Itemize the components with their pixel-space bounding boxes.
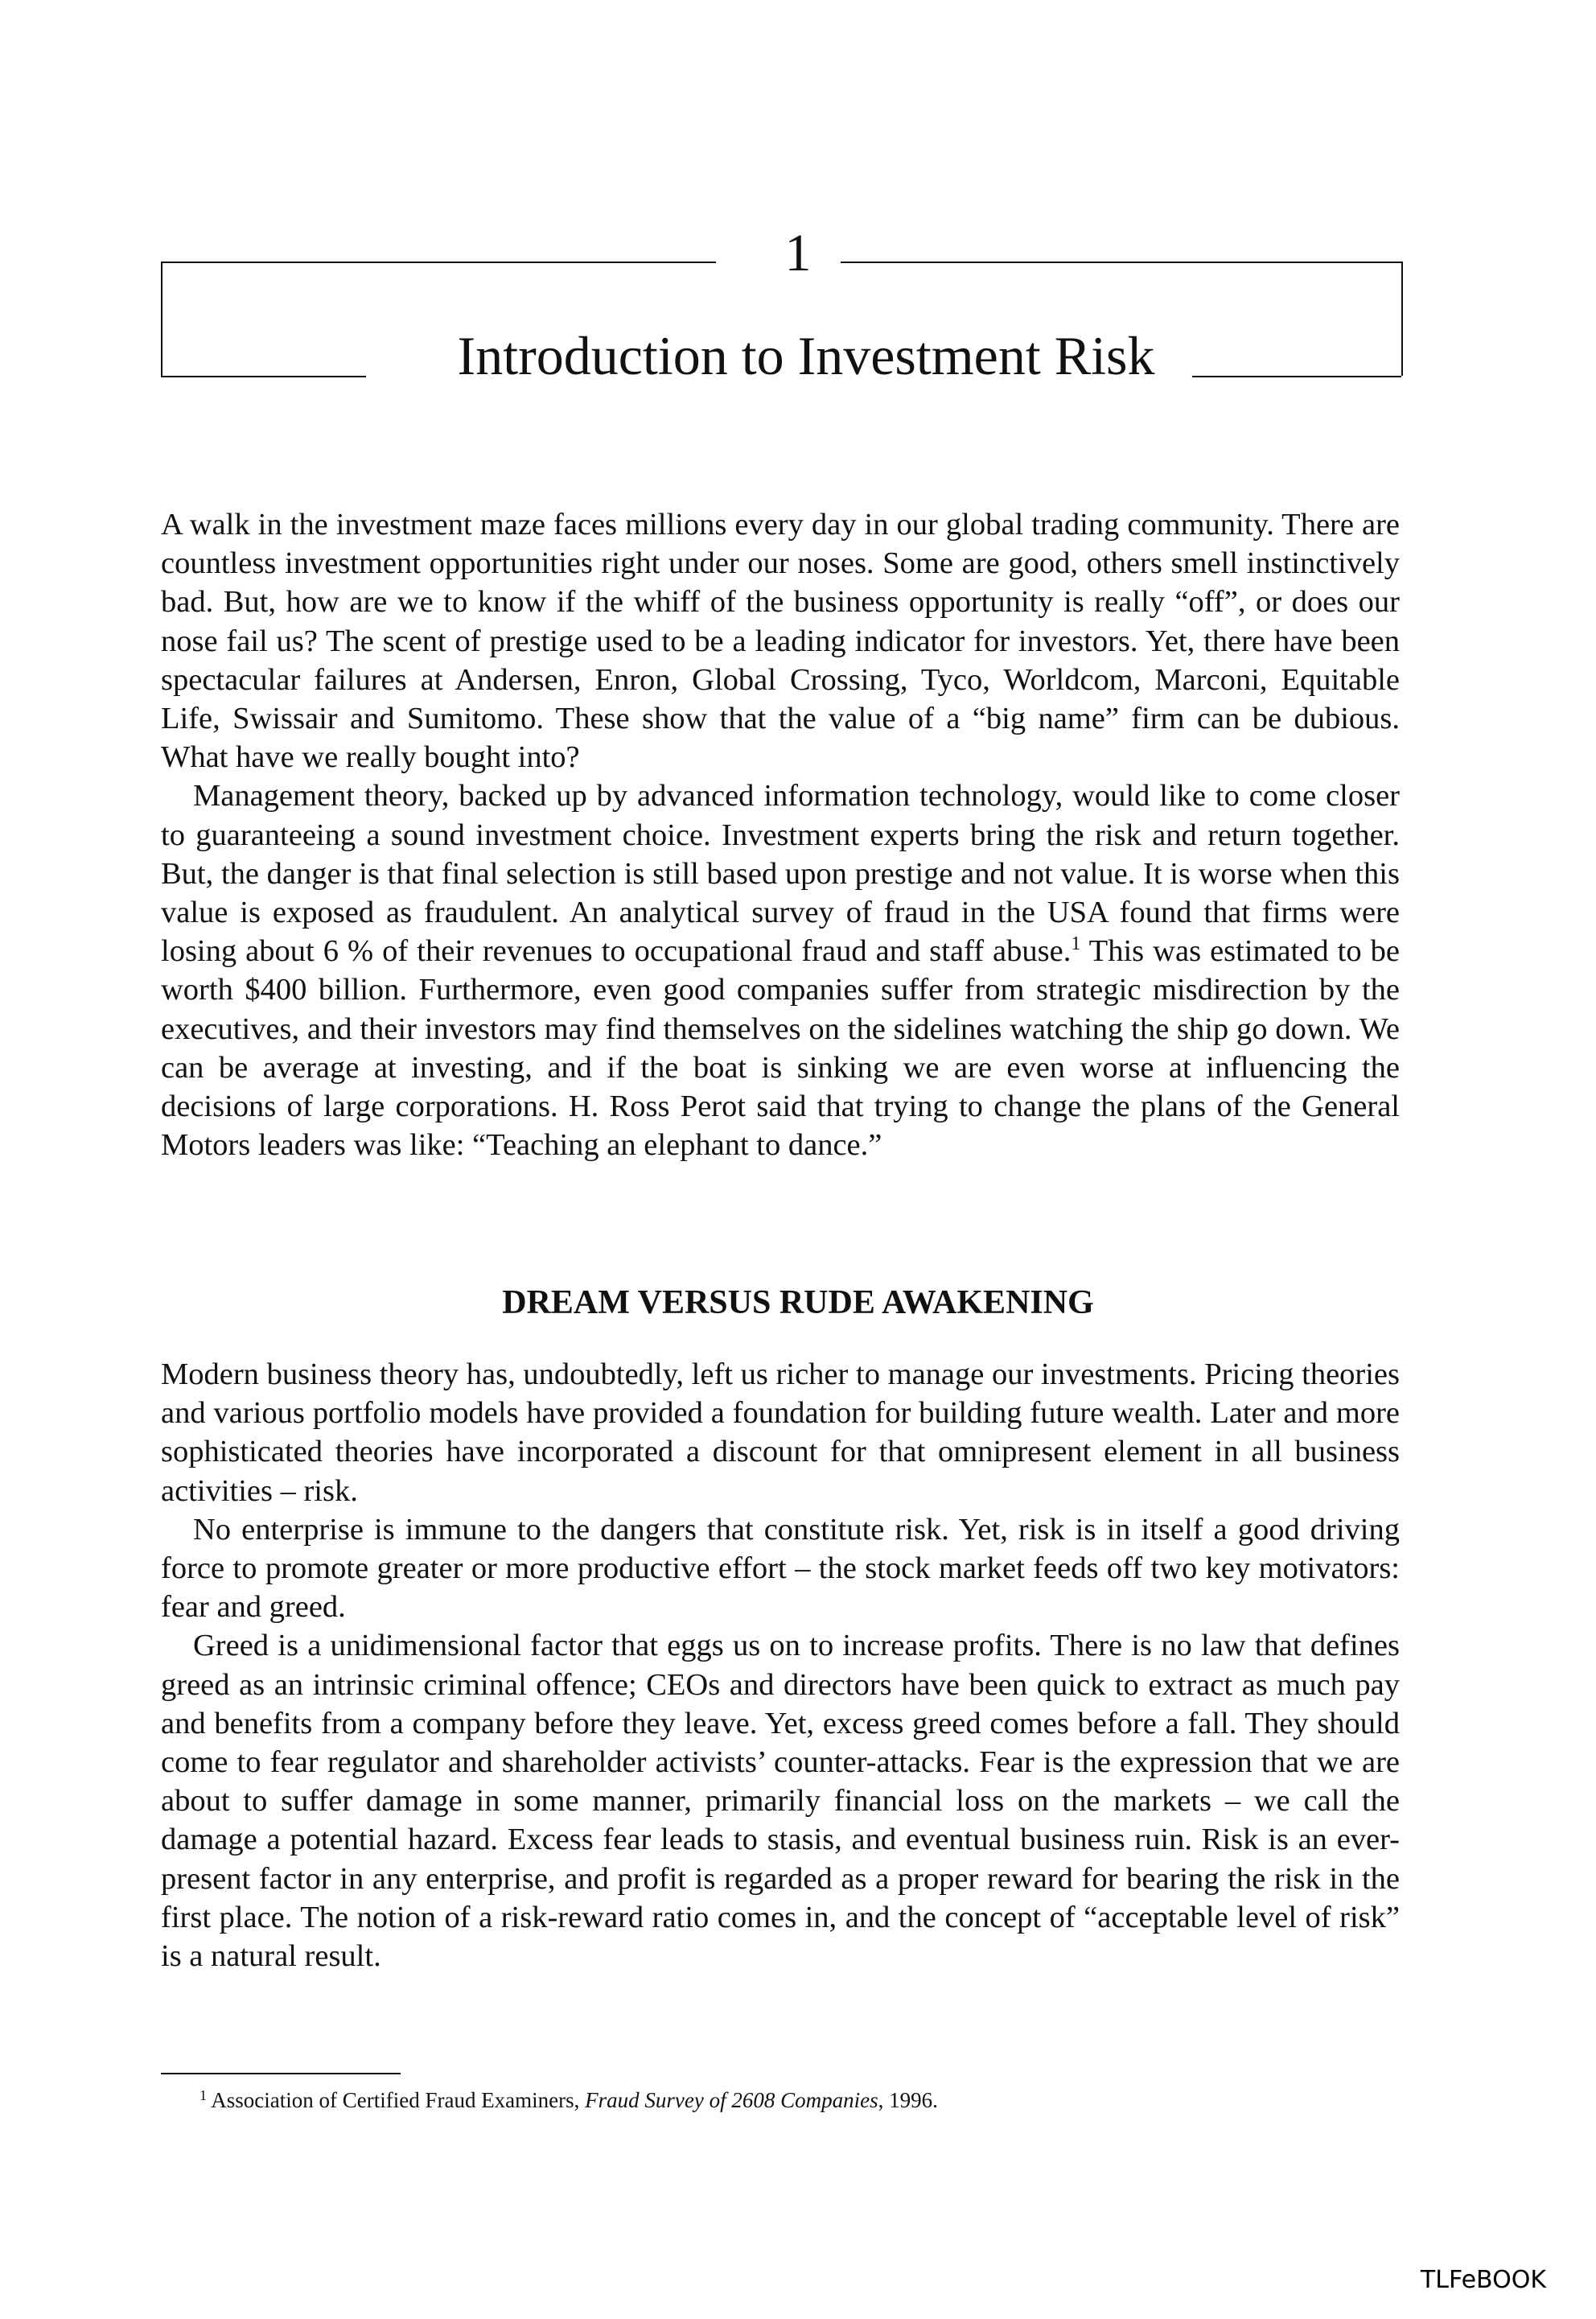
chapter-number: 1 bbox=[784, 224, 812, 282]
section-text bbox=[161, 1355, 1400, 1975]
chapter-title: Introduction to Investment Risk bbox=[457, 325, 1155, 386]
intro-paragraph-part: Management theory, backed up by advanced information technology, would like to come closer to guaranteeing a sound investment choice. Investment experts bring the risk and return together. But, the danger is that final selection is still based upon prestige and not value. It is worse when this value is exposed as fraudulent. An analytical survey of fraud in the USA found that firms were losing about 6 % of their revenues to occupational fraud and staff abuse. bbox=[161, 779, 1400, 969]
footnote bbox=[200, 2086, 938, 2114]
section-heading: DREAM VERSUS RUDE AWAKENING bbox=[502, 1284, 1094, 1321]
intro-paragraph bbox=[161, 776, 1400, 1164]
intro-paragraph-part: This was estimated to be worth $400 billion. Furthermore, even good companies suffer from strategic misdirection by the executives, and their investors may find themselves on the sidelines watching the ship go down. We can be average at investing, and if the boat is sinking we are even worse at influencing the decisions of large corporations. H. Ross Perot said that trying to change the plans of the General Motors leaders was like: “Teaching an elephant to dance.” bbox=[161, 934, 1400, 1163]
watermark: TLFeBOOK bbox=[1420, 2266, 1546, 2294]
section-paragraph: No enterprise is immune to the dangers that constitute risk. Yet, risk is in itself a good driving force to promote greater or more productive effort – the stock market feeds off two key motivators: fear and greed. bbox=[161, 1512, 1400, 1625]
footnote-marker: 1 bbox=[200, 2087, 207, 2103]
footnote-source-title: Fraud Survey of 2608 Companies bbox=[585, 2088, 878, 2112]
footnote-reference: 1 bbox=[1071, 933, 1081, 955]
footnote-text: Association of Certified Fraud Examiners, bbox=[207, 2088, 586, 2112]
footnote-rule bbox=[161, 2073, 401, 2074]
intro-text bbox=[161, 505, 1400, 1164]
intro-paragraph: A walk in the investment maze faces millions every day in our global trading community. There are countless investment opportunities right under our noses. Some are good, others smell instinctively bad. But, how are we to know if the whiff of the business opportunity is really “off”, or does our nose fail us? The scent of prestige used to be a leading indicator for investors. Yet, there have been spectacular failures at Andersen, Enron, Global Crossing, Tyco, Worldcom, Marconi, Equitable Life, Swissair and Sumitomo. These show that the value of a “big name” firm can be dubious. What have we really bought into? bbox=[161, 508, 1400, 775]
footnote-text-end: , 1996. bbox=[878, 2088, 938, 2112]
section-paragraph: Greed is a unidimensional factor that eggs us on to increase profits. There is no law that defines greed as an intrinsic criminal offence; CEOs and directors have been quick to extract as much pay and benefits from a company before they leave. Yet, excess greed comes before a fall. They should come to fear regulator and shareholder activists’ counter-attacks. Fear is the expression that we are about to suffer damage in some manner, primarily financial loss on the markets – we call the damage a potential hazard. Excess fear leads to stasis, and eventual business ruin. Risk is an ever-present factor in any enterprise, and profit is regarded as a proper reward for bearing the risk in the first place. The notion of a risk-reward ratio comes in, and the concept of “acceptable level of risk” is a natural result. bbox=[161, 1629, 1400, 1974]
section-paragraph: Modern business theory has, undoubtedly, left us richer to manage our investments. Pricing theories and various portfolio models have provided a foundation for building future wealth. Later and more sophisticated theories have incorporated a discount for that omnipresent element in all business activities – risk. bbox=[161, 1357, 1400, 1508]
